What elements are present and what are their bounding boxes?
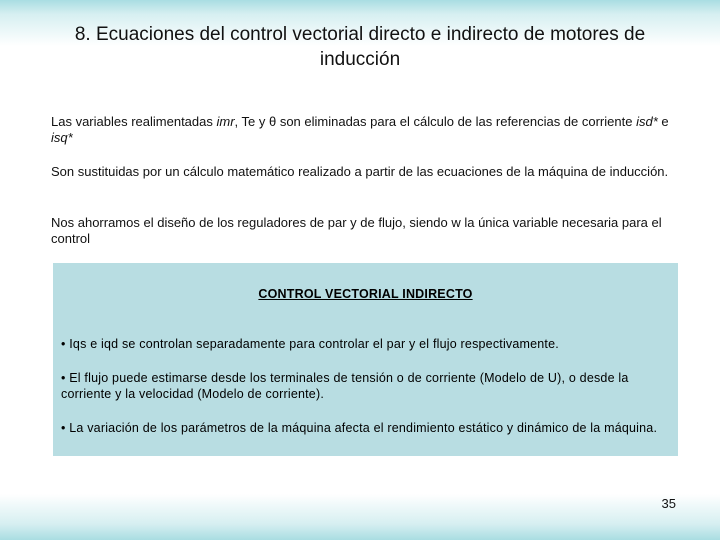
- variable-imr: imr: [216, 114, 235, 129]
- paragraph-text: , Te y θ son eliminadas para el cálculo de las referencias de corriente: [234, 114, 637, 129]
- paragraph-text: Las variables realimentadas: [51, 114, 217, 129]
- slide-title: 8. Ecuaciones del control vectorial directo e indirecto de motores de inducción: [74, 24, 646, 70]
- bullet-item: • El flujo puede estimarse desde los terminales de tensión o de corriente (Modelo de U), o desde la corriente y la velocidad (Modelo de corriente).: [61, 371, 629, 401]
- box-title: CONTROL VECTORIAL INDIRECTO: [258, 287, 473, 301]
- paragraph-text: e: [657, 114, 669, 129]
- paragraph-feedback-variables: [51, 114, 681, 146]
- variable-isd: isd*: [636, 114, 658, 129]
- variable-isq: isq*: [51, 130, 73, 145]
- indirect-control-box: [53, 263, 678, 456]
- bullet-item: • La variación de los parámetros de la máquina afecta el rendimiento estático y dinámico de la máquina.: [61, 421, 658, 435]
- bullet-item: • Iqs e iqd se controlan separadamente para controlar el par y el flujo respectivamente.: [61, 337, 559, 351]
- paragraph-substitution: Son sustituidas por un cálculo matemático realizado a partir de las ecuaciones de la máquina de inducción.: [51, 164, 669, 179]
- page-number: 35: [661, 496, 676, 511]
- paragraph-regulators: Nos ahorramos el diseño de los reguladores de par y de flujo, siendo w la única variable necesaria para el control: [51, 215, 662, 246]
